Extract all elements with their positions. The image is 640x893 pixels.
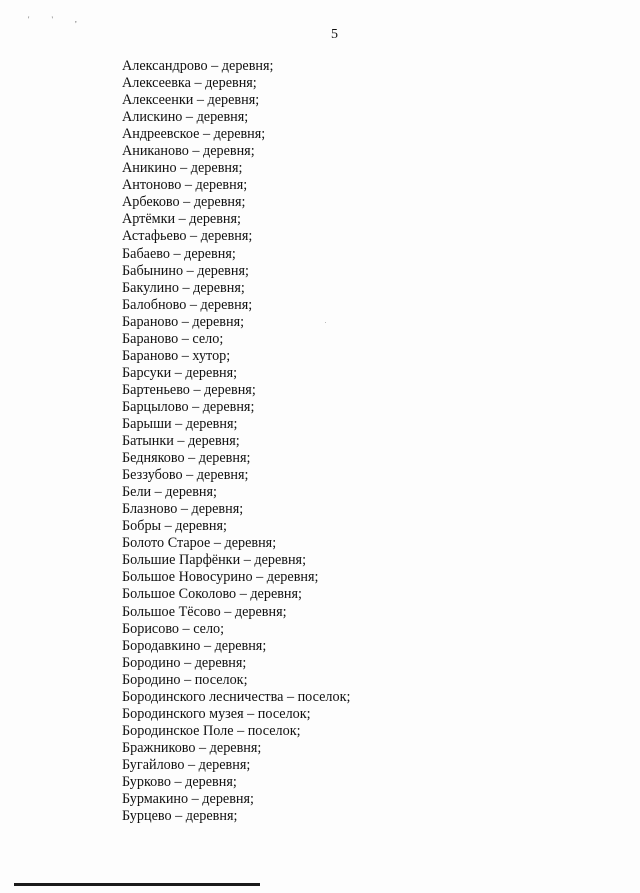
list-item: Большое Тёсово – деревня; <box>122 603 287 620</box>
list-item: Барыши – деревня; <box>122 415 238 432</box>
list-item: Большое Соколово – деревня; <box>122 586 302 603</box>
list-item: Бугайлово – деревня; <box>122 756 251 773</box>
list-item: Александрово – деревня; <box>122 58 274 74</box>
list-item: Большое Новосурино – деревня; <box>122 569 319 586</box>
list-item: Бараново – деревня; <box>122 313 245 330</box>
list-item: Аникино – деревня; <box>122 160 243 177</box>
list-item: Бартеньево – деревня; <box>122 381 256 398</box>
list-item: Бараново – хутор; <box>122 347 231 364</box>
list-item: Балобново – деревня; <box>122 296 253 313</box>
list-item: Большие Парфёнки – деревня; <box>122 552 307 569</box>
list-item: Астафьево – деревня; <box>122 228 253 245</box>
list-item: Бедняково – деревня; <box>122 450 251 467</box>
list-item: Блазново – деревня; <box>122 501 244 518</box>
scan-speck <box>325 322 326 323</box>
list-item: Бородинское Поле – поселок; <box>122 722 301 739</box>
list-item: Бараново – село; <box>122 330 224 347</box>
list-item: Бабынино – деревня; <box>122 262 249 279</box>
list-item: Батынки – деревня; <box>122 433 240 450</box>
list-item: Бородинского лесничества – поселок; <box>122 688 351 705</box>
list-item: Борисово – село; <box>122 620 225 637</box>
list-item: Артёмки – деревня; <box>122 211 241 228</box>
list-item: Бурково – деревня; <box>122 773 237 790</box>
bottom-rule <box>14 883 260 886</box>
list-item: Арбеково – деревня; <box>122 194 246 211</box>
list-item: Аниканово – деревня; <box>122 143 255 160</box>
page-number: 5 <box>331 27 338 42</box>
list-item: Барсуки – деревня; <box>122 364 238 381</box>
list-item: Беззубово – деревня; <box>122 467 249 484</box>
list-item: Бородино – деревня; <box>122 654 247 671</box>
list-item: Бурцево – деревня; <box>122 808 238 825</box>
settlement-list <box>122 58 350 825</box>
list-item: Бобры – деревня; <box>122 518 227 535</box>
list-item: Бели – деревня; <box>122 484 217 501</box>
list-item: Бородино – поселок; <box>122 671 248 688</box>
list-item: Болото Старое – деревня; <box>122 535 277 552</box>
list-item: Алискино – деревня; <box>122 109 249 126</box>
scan-marks: ' ' , <box>28 15 87 24</box>
list-item: Бакулино – деревня; <box>122 279 245 296</box>
list-item: Бурмакино – деревня; <box>122 791 254 808</box>
list-item: Алексеевка – деревня; <box>122 75 257 92</box>
list-item: Алексеенки – деревня; <box>122 92 260 109</box>
list-item: Бражниково – деревня; <box>122 739 262 756</box>
list-item: Бородавкино – деревня; <box>122 637 267 654</box>
list-item: Бабаево – деревня; <box>122 245 236 262</box>
list-item: Антоново – деревня; <box>122 177 248 194</box>
list-item: Бородинского музея – поселок; <box>122 705 311 722</box>
list-item: Барцылово – деревня; <box>122 398 255 415</box>
list-item: Андреевское – деревня; <box>122 126 266 143</box>
